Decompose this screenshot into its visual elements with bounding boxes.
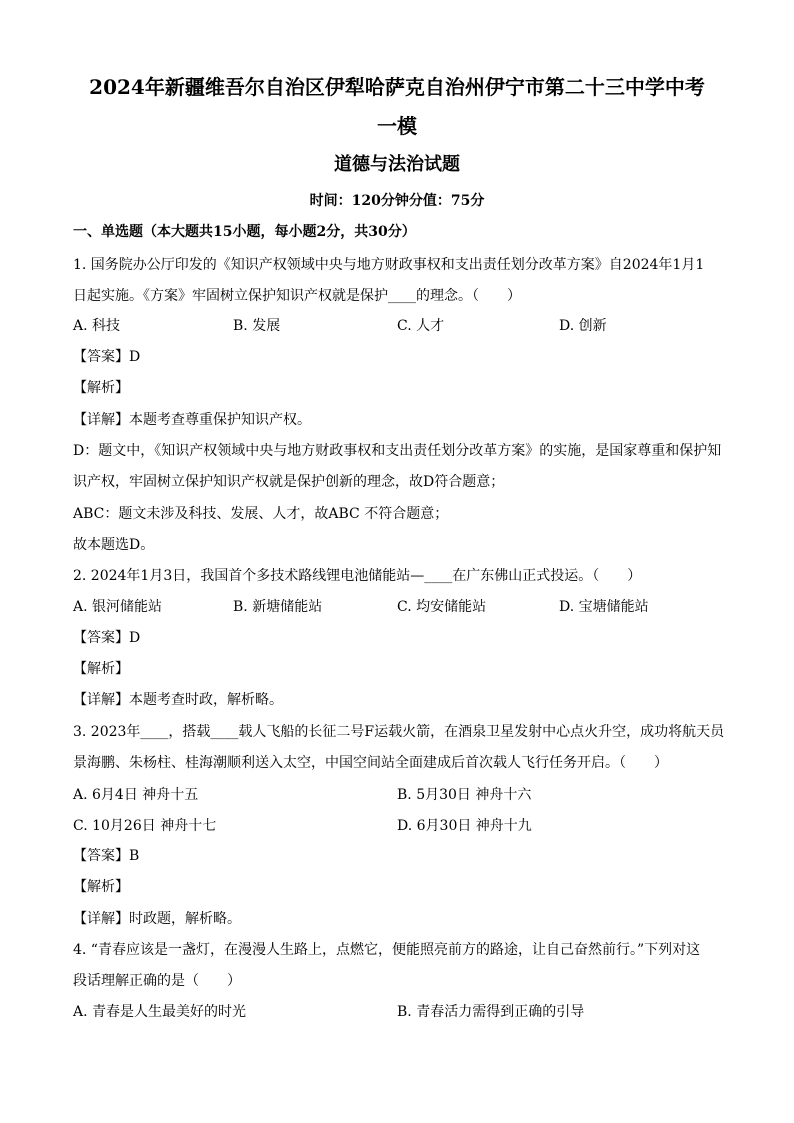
q2-option-d: D. 宝塘储能站 [559, 599, 649, 615]
q1-option-d: D. 创新 [559, 318, 607, 334]
q2-answer: 【答案】D [73, 630, 141, 646]
q1-explanation-line2: 识产权，牢固树立保护知识产权就是保护创新的理念，故D符合题意； [73, 474, 505, 490]
q1-option-c: C. 人才 [397, 318, 445, 334]
q2-option-b: B. 新塘储能站 [233, 599, 323, 615]
section-heading: 一、单选题（本大题共15小题，每小题2分，共30分） [73, 224, 416, 240]
q2-option-a: A. 银河储能站 [73, 599, 163, 615]
q4-stem-line2: 段话理解正确的是（ ） [73, 973, 241, 989]
q1-stem-line2: 日起实施。《方案》牢固树立保护知识产权就是保护____的理念。（ ） [73, 288, 521, 304]
q1-option-b: B. 发展 [233, 318, 281, 334]
q4-option-b: B. 青春活力需得到正确的引导 [397, 1004, 585, 1020]
q1-explanation-line3: ABC：题文未涉及科技、发展、人才，故ABC 不符合题意； [73, 506, 449, 522]
q2-analysis-label: 【解析】 [73, 661, 129, 677]
q3-answer: 【答案】B [73, 848, 140, 864]
time-score-info: 时间：120分钟分值：75分 [309, 193, 485, 209]
exam-title-line1: 2024年新疆维吾尔自治区伊犁哈萨克自治州伊宁市第二十三中学中考 [89, 75, 705, 99]
q3-stem-line1: 3. 2023年____，搭载____载人飞船的长征二号F运载火箭，在酒泉卫星发射中心点火升空，成功将航天员 [73, 724, 725, 740]
q3-analysis-label: 【解析】 [73, 879, 129, 895]
q3-option-a: A. 6月4日 神舟十五 [73, 787, 199, 803]
q2-option-c: C. 均安储能站 [397, 599, 487, 615]
q1-analysis-label: 【解析】 [73, 380, 129, 396]
q2-detail: 【详解】本题考查时政，解析略。 [73, 692, 283, 708]
subject-title: 道德与法治试题 [334, 154, 460, 175]
q3-option-c: C. 10月26日 神舟十七 [73, 818, 217, 834]
q3-detail: 【详解】时政题，解析略。 [73, 911, 241, 927]
q1-answer: 【答案】D [73, 349, 141, 365]
q4-stem-line1: 4. “青春应该是一盏灯，在漫漫人生路上，点燃它，便能照亮前方的路途，让自己奋然前行。”下列对这 [73, 942, 701, 958]
q3-stem-line2: 景海鹏、朱杨柱、桂海潮顺利送入太空，中国空间站全面建成后首次载人飞行任务开启。（ ） [73, 755, 668, 771]
q2-stem-line1: 2. 2024年1月3日，我国首个多技术路线锂电池储能站—____在广东佛山正式投运。（ ） [73, 568, 642, 584]
q3-option-d: D. 6月30日 神舟十九 [397, 818, 532, 834]
q1-detail: 【详解】本题考查尊重保护知识产权。 [73, 412, 311, 428]
exam-title-line2: 一模 [377, 114, 417, 138]
q1-option-a: A. 科技 [73, 318, 121, 334]
q3-option-b: B. 5月30日 神舟十六 [397, 787, 532, 803]
q4-option-a: A. 青春是人生最美好的时光 [73, 1004, 247, 1020]
q1-explanation-line4: 故本题选D。 [73, 537, 155, 553]
q1-stem-line1: 1. 国务院办公厅印发的《知识产权领域中央与地方财政事权和支出责任划分改革方案》自2024年1月1 [73, 257, 705, 273]
q1-explanation-line1: D：题文中，《知识产权领域中央与地方财政事权和支出责任划分改革方案》的实施，是国家尊重和保护知 [73, 443, 722, 459]
